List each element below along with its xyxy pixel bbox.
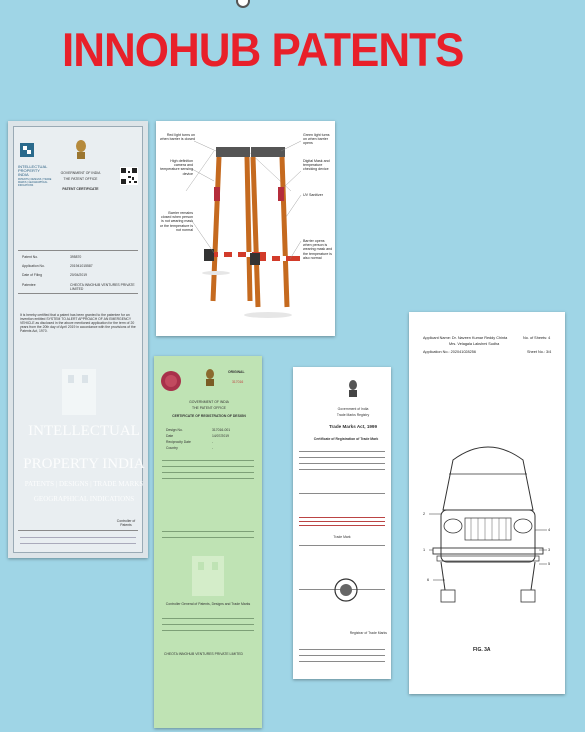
- act-line: Trade Marks Act, 1999: [328, 424, 378, 429]
- field-value: 201941015587: [70, 264, 93, 268]
- office-line: THE PATENT OFFICE: [192, 406, 226, 410]
- cert-title: PATENT CERTIFICATE: [62, 187, 99, 191]
- registrar-label: Registrar of Trade Marks: [349, 631, 387, 635]
- applicant-name: Applicant Name: Dr. Naveen Kumar Reddy Chinta: [423, 336, 508, 340]
- label-green-light: Green light turns on when barrier opens: [303, 133, 330, 146]
- field-label: Patentee: [22, 283, 36, 287]
- label-camera: High definition camera and temperature sensing device: [160, 159, 193, 176]
- barrier-diagram: [156, 121, 335, 336]
- certificate-number: 317016: [232, 380, 244, 384]
- red-seal-icon: [160, 370, 182, 392]
- design-footer: Controller General of Patents, Designs and Trade Marks: [165, 602, 251, 606]
- label-red-light: Red light turns on when barrier is closed: [160, 133, 195, 142]
- field-label: Reciprocity Date: [166, 440, 191, 444]
- original-stamp: ORIGINAL: [228, 370, 245, 374]
- page-title: INNOHUB PATENTS: [62, 24, 464, 77]
- ref-number: 2: [423, 512, 426, 516]
- ref-number: 4: [548, 528, 551, 532]
- ref-number: 5: [548, 562, 551, 566]
- signature-label: Controller of Patents: [116, 519, 136, 527]
- vehicle-front-drawing: [423, 430, 553, 610]
- certificate-body: It is hereby certified that a patent has been granted to the patentee for an invention entitled SYSTEM TO ALERT APPROACH OF AN EMERGENCY VEHICLE as disclosed in the above mentioned application for the term of 20 years from the 20th day of April 2019 in accordance with the provisions of the Patents Act, 1970.: [20, 313, 136, 333]
- mark-label: Trade Mark: [333, 535, 351, 539]
- watermark-text: PATENTS | DESIGNS | TRADE MARKS: [24, 480, 144, 488]
- field-value: 317016-001: [212, 428, 231, 432]
- sheet-number: Sheet No.: 3/4: [527, 350, 552, 354]
- dept-line: THE PATENT OFFICE: [63, 177, 98, 181]
- ip-office-name: INTELLECTUAL PROPERTY INDIA: [18, 164, 48, 177]
- trademark-certificate: [293, 367, 391, 679]
- ip-india-logo-icon: [18, 141, 36, 165]
- watermark-text: INTELLECTUAL: [28, 423, 140, 439]
- co-applicant-name: Mrs. Velagala Lakshmi Sudha: [449, 342, 500, 346]
- govt-line: Government of India: [337, 407, 369, 411]
- field-value: -: [212, 440, 214, 444]
- watermark-building-icon: [188, 552, 228, 600]
- field-value: CHEOTA INNOHUB VENTURES PRIVATE LIMITED: [70, 283, 135, 291]
- application-number: Application No.: 202041028256: [423, 350, 476, 354]
- field-value: -: [212, 446, 214, 450]
- field-value: 20/04/2019: [70, 273, 87, 277]
- ip-office-sub: PATENTS | DESIGNS | TRADE MARKS | GEOGRAPHICAL INDICATIONS: [18, 178, 52, 187]
- field-value: 395870: [70, 255, 82, 259]
- round-seal-icon: [333, 577, 359, 603]
- emblem-icon: [74, 139, 88, 161]
- label-uv: UV Sanitizer: [303, 193, 323, 197]
- design-cert-title: CERTIFICATE OF REGISTRATION OF DESIGN: [172, 414, 246, 418]
- field-value: 14/07/2019: [212, 434, 229, 438]
- vehicle-drawing: [409, 312, 565, 694]
- sheet-count: No. of Sheets: 4: [523, 336, 551, 340]
- ref-number: 6: [427, 578, 430, 582]
- figure-label: FIG. 3A: [473, 647, 491, 653]
- qr-code-icon: [120, 167, 138, 185]
- ref-number: 1: [423, 548, 426, 552]
- design-certificate: [154, 356, 262, 728]
- tm-cert-title: Certificate of Registration of Trade Mark: [313, 437, 379, 441]
- watermark-building-icon: [54, 359, 104, 419]
- applicant-name: CHEOTA INNOHUB VENTURES PRIVATE LIMITED: [164, 652, 243, 656]
- emblem-icon: [347, 379, 359, 399]
- field-label: Date: [166, 434, 174, 438]
- label-digital-mask: Digital Mask and temperature checking device: [303, 159, 330, 172]
- field-label: Design No.: [166, 428, 183, 432]
- top-ring-icon: [236, 0, 250, 8]
- label-barrier-closed: Barrier remains closed when person is not wearing mask or the temperature is not normal: [159, 211, 193, 232]
- field-label: Country: [166, 446, 178, 450]
- emblem-icon: [204, 368, 216, 388]
- field-label: Application No.: [22, 264, 45, 268]
- ref-number: 3: [548, 548, 551, 552]
- govt-line: GOVERNMENT OF INDIA: [60, 171, 101, 175]
- patent-certificate: [8, 121, 148, 558]
- watermark-text: PROPERTY INDIA: [23, 456, 145, 472]
- govt-line: GOVERNMENT OF INDIA: [189, 400, 229, 404]
- registry-line: Trade Marks Registry: [336, 413, 370, 417]
- label-barrier-opens: Barrier opens when person is wearing mask and the temperature is also normal: [303, 239, 333, 260]
- field-label: Date of Filing: [22, 273, 42, 277]
- field-label: Patent No.: [22, 255, 39, 259]
- watermark-text: GEOGRAPHICAL INDICATIONS: [33, 495, 135, 503]
